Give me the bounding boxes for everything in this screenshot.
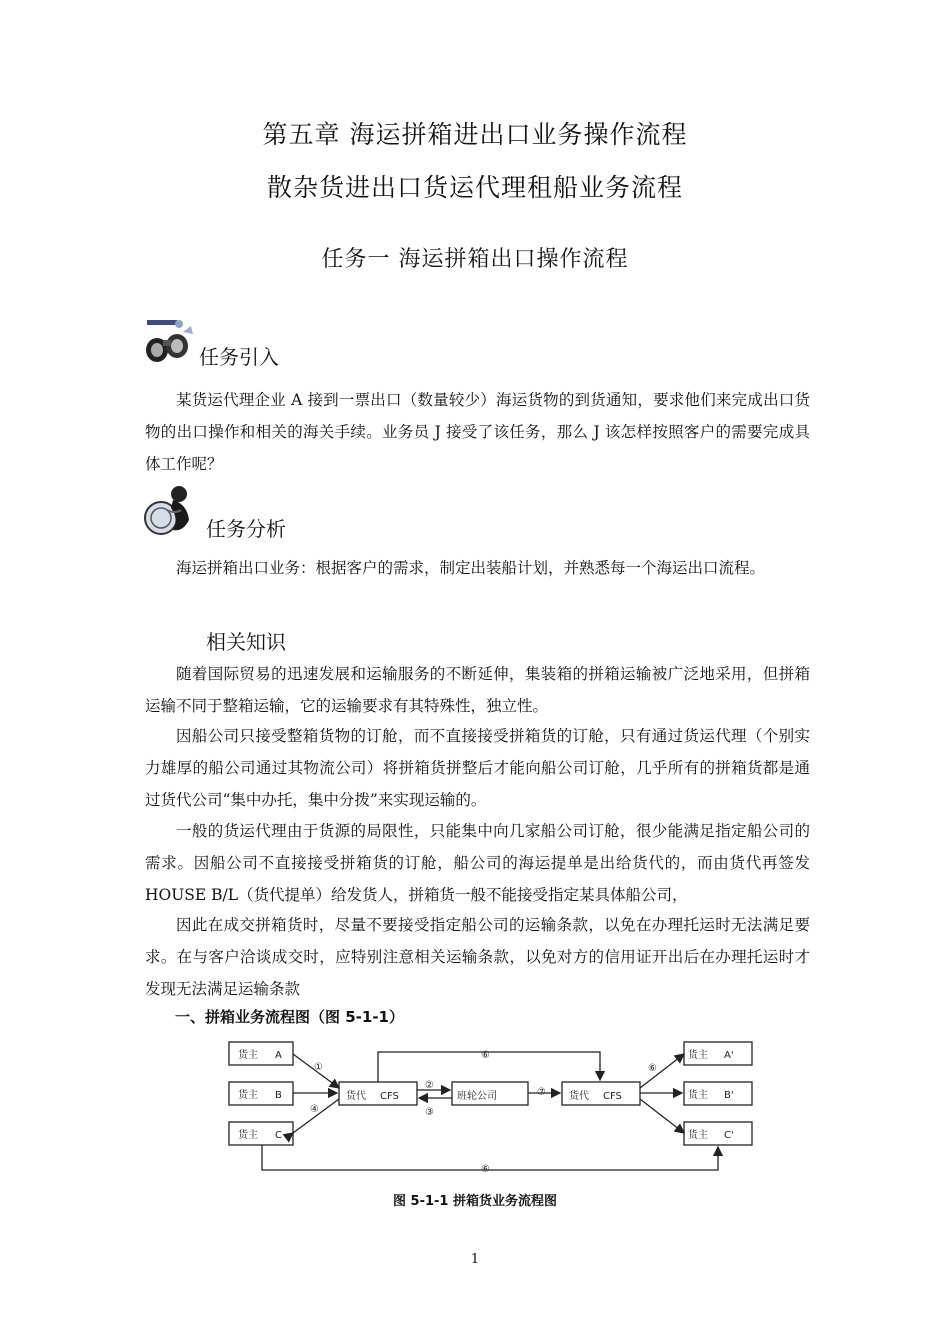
step-7-label: ⑦ — [537, 1087, 546, 1098]
step-2-label: ② — [425, 1080, 434, 1091]
step-6-top-label: ⑥ — [481, 1050, 490, 1061]
task-title: 任务一 海运拼箱出口操作流程 — [321, 247, 629, 272]
consignee-b-label: 货主 — [688, 1090, 708, 1101]
intro-heading: 任务引入 — [199, 345, 279, 369]
shipper-a-label: 货主 — [238, 1050, 258, 1061]
shipper-c-label: 货主 — [238, 1130, 258, 1141]
right-cfs-label: 货代 — [569, 1091, 589, 1102]
knowledge-paragraph-1: 随着国际贸易的迅速发展和运输服务的不断延伸，集装箱的拼箱运输被广泛地采用，但拼箱运输不同于整箱运输，它的运输要求有其特殊性，独立性。 — [145, 665, 810, 715]
knowledge-paragraph-2: 因船公司只接受整箱货物的订舱，而不直接接受拼箱货的订舱，只有通过货运代理（个别实力雄厚的船公司通过其物流公司）将拼箱货拼整后才能向船公司订舱，几乎所有的拼箱货都是通过货代公司“集中办托，集中分拨”来实现运输的。 — [145, 727, 810, 809]
step-6-right-label: ⑥ — [648, 1063, 657, 1074]
chapter-title: 第五章 海运拼箱进出口业务操作流程 — [262, 120, 688, 149]
shipper-a-tag: A — [275, 1050, 282, 1061]
shipper-b-tag: B — [275, 1090, 282, 1101]
chapter-subtitle: 散杂货进出口货运代理租船业务流程 — [266, 173, 683, 202]
consignee-c-tag: C' — [724, 1130, 734, 1141]
intro-paragraph: 某货运代理企业 A 接到一票出口（数量较少）海运货物的到货通知，要求他们来完成出口货物的出口操作和相关的海关手续。业务员 J 接受了该任务，那么 J 该怎样按照客户的需要完成具体工作呢？ — [145, 391, 810, 473]
page-number: 1 — [470, 1252, 480, 1267]
step-1-label: ① — [314, 1062, 323, 1073]
analysis-heading: 任务分析 — [206, 517, 286, 541]
left-cfs-label: 货代 — [346, 1091, 366, 1102]
carrier-label: 班轮公司 — [457, 1091, 497, 1102]
consignee-c-label: 货主 — [688, 1130, 708, 1141]
right-cfs-tag: CFS — [603, 1091, 622, 1102]
consignee-a-tag: A' — [724, 1050, 734, 1061]
step-4-label: ④ — [310, 1104, 319, 1115]
knowledge-paragraph-3: 一般的货运代理由于货源的局限性，只能集中向几家船公司订舱，很少能满足指定船公司的需求。因船公司不直接接受拼箱货的订舱，船公司的海运提单是出给货代的，而由货代再签发 HOUSE B/L（货代提单）给发货人，拼箱货一般不能接受指定某具体船公司， — [145, 822, 810, 904]
shipper-b-label: 货主 — [238, 1090, 258, 1101]
step-6-bottom-label: ⑥ — [481, 1164, 490, 1175]
analysis-paragraph: 海运拼箱出口业务：根据客户的需求，制定出装船计划，并熟悉每一个海运出口流程。 — [176, 559, 766, 577]
step-3-label: ③ — [425, 1107, 434, 1118]
consignee-a-label: 货主 — [688, 1050, 708, 1061]
consignee-b-tag: B' — [724, 1090, 734, 1101]
left-cfs-tag: CFS — [380, 1091, 399, 1102]
shipper-c-tag: C — [275, 1130, 282, 1141]
figure-caption: 图 5-1-1 拼箱货业务流程图 — [393, 1194, 557, 1209]
knowledge-heading: 相关知识 — [206, 630, 286, 654]
flow-heading: 一、拼箱业务流程图（图 5-1-1） — [175, 1008, 404, 1026]
knowledge-paragraph-4: 因此在成交拼箱货时，尽量不要接受指定船公司的运输条款，以免在办理托运时无法满足要求。在与客户洽谈成交时，应特别注意相关运输条款，以免对方的信用证开出后在办理托运时才发现无法满足运输条款 — [145, 916, 810, 998]
